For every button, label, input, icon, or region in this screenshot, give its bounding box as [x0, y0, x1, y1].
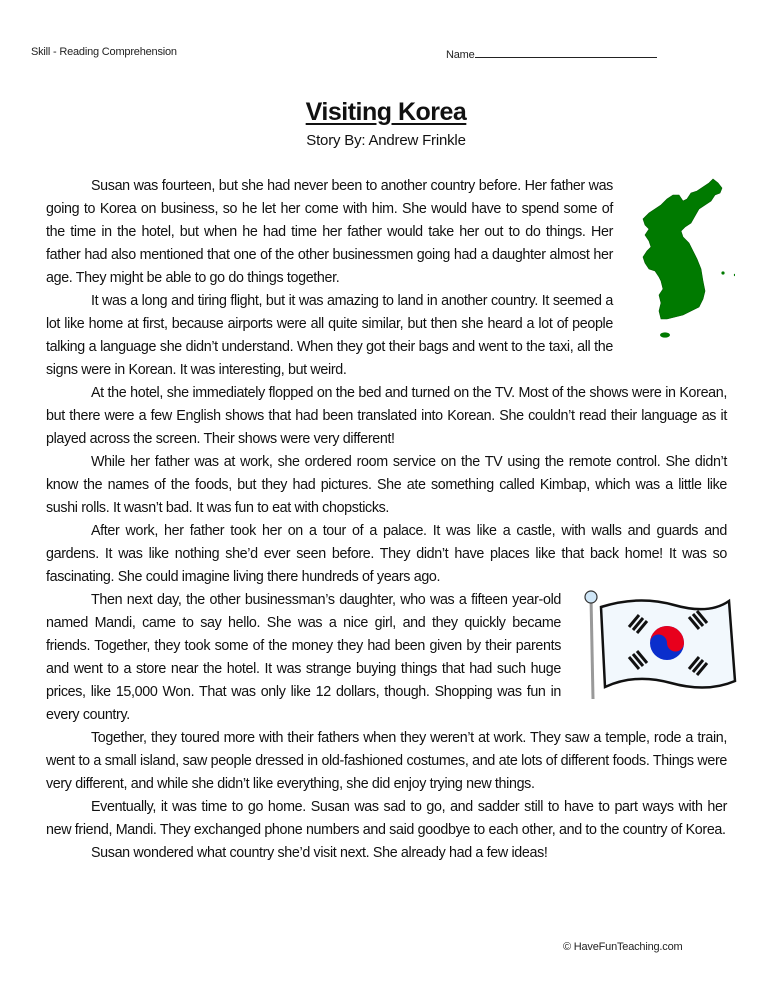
skill-label: Skill - Reading Comprehension	[31, 46, 177, 58]
korea-map-icon	[625, 173, 735, 353]
name-blank-line	[475, 46, 657, 58]
paragraph: While her father was at work, she ordered room service on the TV using the remote control. She didn’t know the names of the foods, but they had pictures. She ate something called Kimbap, which was a little like sushi rolls. It wasn’t bad. It was fun to eat with chopsticks.	[46, 454, 727, 516]
paragraph: Susan was fourteen, but she had never been to another country before. Her father was going to Korea on business, so he let her come with him. She would have to spend some of the time in the hotel, but when he had time her father would take her out to do things. Her father had also mentioned that one of the other businessmen going had a daughter almost her age. They might be able to go do things together.	[46, 178, 613, 286]
paragraph: It was a long and tiring flight, but it was amazing to land in another country. It seemed a lot like home at first, because airports were all quite similar, but then she heard a lot of people talking a language she didn’t understand. When they got their bags and went to the taxi, all the signs were in Korean. It was interesting, but weird.	[46, 293, 613, 378]
name-field	[446, 46, 657, 61]
paragraph: Then next day, the other businessman’s daughter, who was a fifteen year-old named Mandi, came to say hello. She was a nice girl, and they quickly became friends. Together, they took some of the money they had been given by their parents and went to a store near the hotel. It was strange buying things that had such huge prices, like 15,000 Won. That was only like 12 dollars, though. Shopping was fun in every country.	[46, 592, 561, 723]
story-body	[46, 175, 727, 865]
paragraph: Together, they toured more with their fathers when they weren’t at work. They saw a temple, rode a train, went to a small island, saw people dressed in old-fashioned costumes, and ate lots of different foods. Things were very different, and while she didn’t like everything, she did enjoy trying new things.	[46, 730, 727, 792]
copyright-footer: © HaveFunTeaching.com	[563, 941, 683, 953]
paragraph: Eventually, it was time to go home. Susan was sad to go, and sadder still to have to part ways with her new friend, Mandi. They exchanged phone numbers and said goodbye to each other, and to the country of Korea.	[46, 799, 727, 838]
paragraph: Susan wondered what country she’d visit next. She already had a few ideas!	[91, 845, 548, 861]
paragraph: After work, her father took her on a tour of a palace. It was like a castle, with walls and guards and gardens. It was like nothing she’d ever seen before. They didn’t have places like that back home! It was so fascinating. She could imagine living there hundreds of years ago.	[46, 523, 727, 585]
paragraph: At the hotel, she immediately flopped on the bed and turned on the TV. Most of the shows were in Korean, but there were a few English shows that had been translated into Korean. She couldn’t read their language as it played across the screen. Their shows were very different!	[46, 385, 727, 447]
korea-flag-icon	[579, 589, 739, 699]
story-byline: Story By: Andrew Frinkle	[306, 132, 466, 149]
name-label: Name	[446, 49, 475, 61]
story-title: Visiting Korea	[305, 98, 467, 126]
